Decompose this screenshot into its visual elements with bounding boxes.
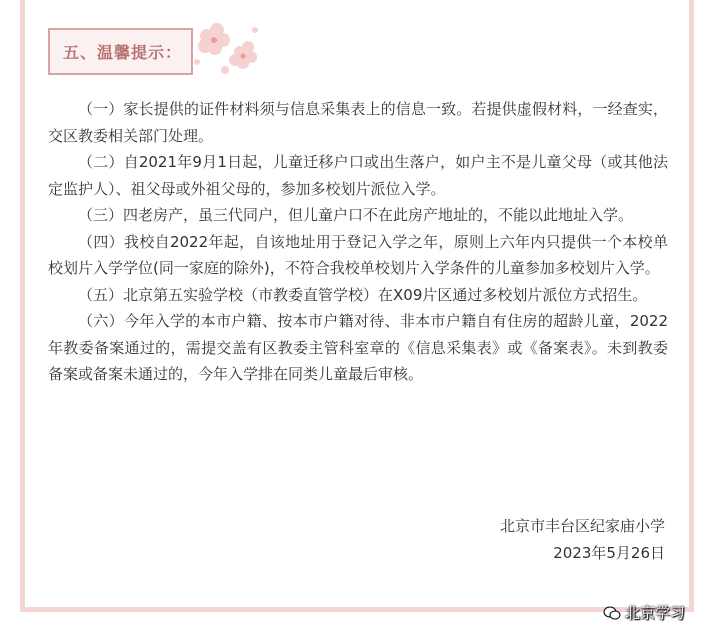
- signature-date: 2023年5月26日: [553, 543, 665, 562]
- watermark-text: 北京学习: [625, 604, 686, 622]
- notice-list: [48, 96, 668, 388]
- notice-item-3: （三）四老房产，虽三代同户，但儿童户口不在此房产地址的，不能以此地址入学。: [78, 206, 634, 224]
- signature-block: [500, 513, 665, 566]
- notice-item-2: （二）自2021年9月1日起，儿童迁移户口或出生落户，如户主不是儿童父母（或其他法定监护人）、祖父母或外祖父母的，参加多校划片派位入学。: [48, 153, 668, 198]
- notice-item-6: （六）今年入学的本市户籍、按本市户籍对待、非本市户籍自有住房的超龄儿童，2022年教委备案通过的，需提交盖有区教委主管科室章的《信息采集表》或《备案表》。未到教委备案或备案未通过的，今年入学排在同类儿童最后审核。: [48, 312, 668, 383]
- signature-org: 北京市丰台区纪家庙小学: [499, 517, 665, 535]
- cherry-blossom-icon: [185, 12, 265, 82]
- watermark: [603, 602, 685, 623]
- section-heading: 五、温馨提示：: [63, 43, 183, 62]
- wechat-icon: [603, 606, 621, 620]
- notice-item-4: （四）我校自2022年起，自该地址用于登记入学之年，原则上六年内只提供一个本校单校划片入学学位(同一家庭的除外)，不符合我校单校划片入学条件的儿童参加多校划片入学。: [48, 232, 668, 277]
- notice-item-1: （一）家长提供的证件材料须与信息采集表上的信息一致。若提供虚假材料，一经查实，交区教委相关部门处理。: [48, 100, 668, 145]
- notice-item-5: （五）北京第五实验学校（市教委直管学校）在X09片区通过多校划片派位方式招生。: [78, 285, 648, 304]
